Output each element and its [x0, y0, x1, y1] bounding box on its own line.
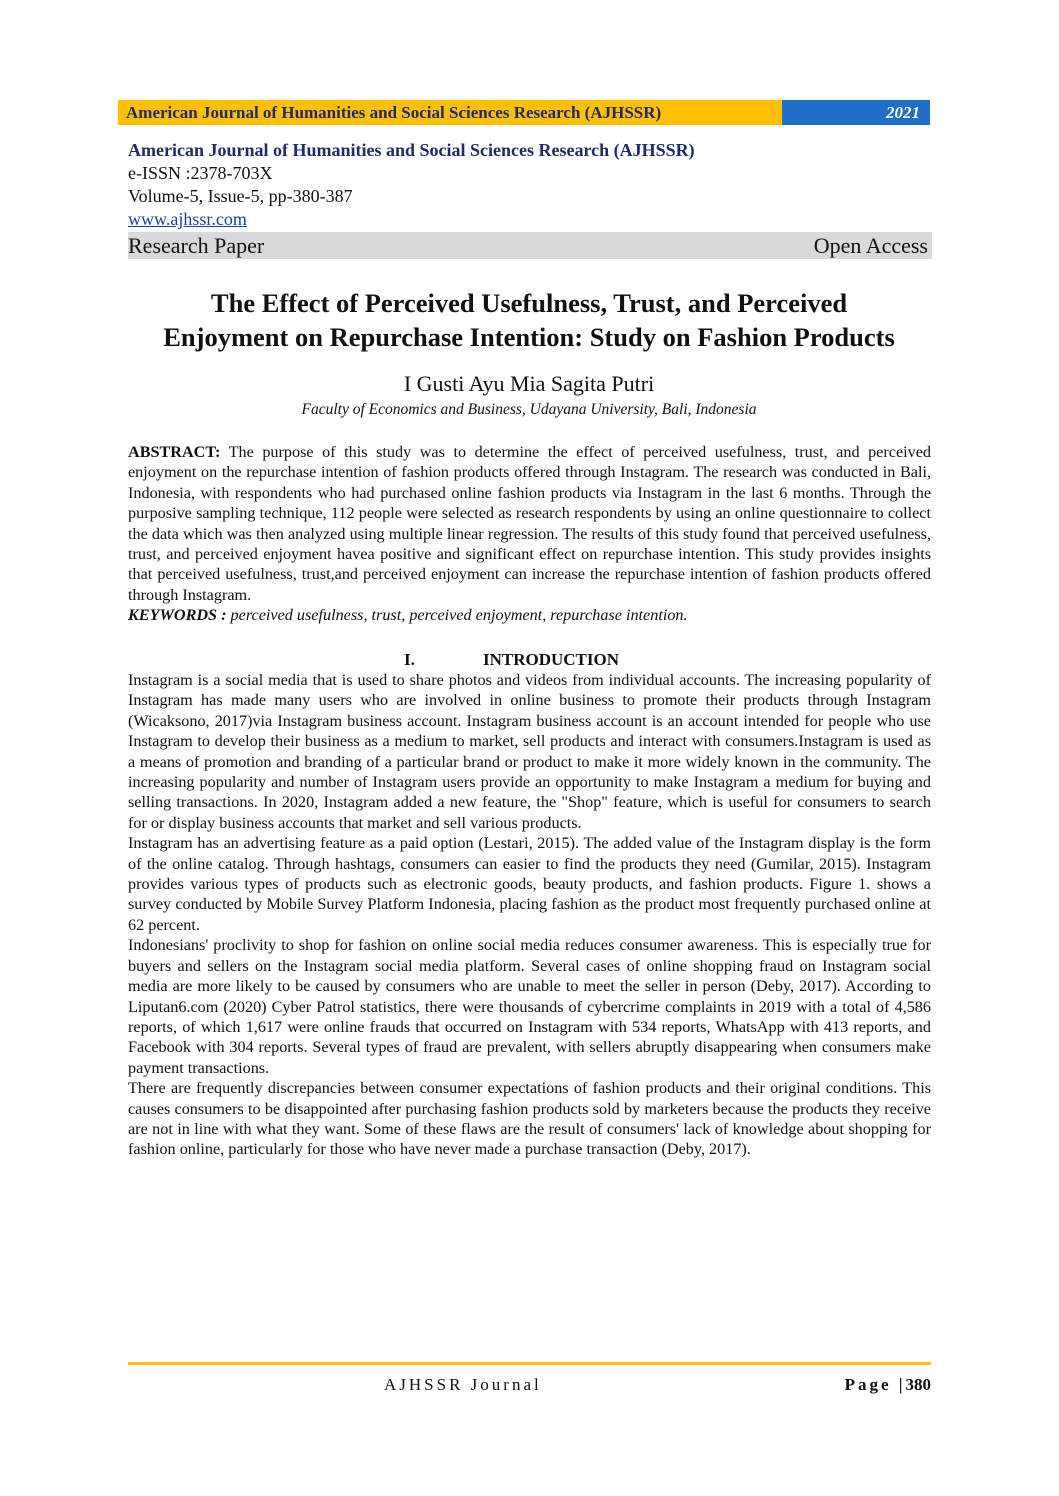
footer-rule: [128, 1362, 931, 1365]
body-text: [128, 670, 931, 1160]
paper-type: Research Paper: [128, 233, 265, 258]
running-header-journal: American Journal of Humanities and Social Sciences Research (AJHSSR): [118, 100, 782, 125]
section-title: INTRODUCTION: [483, 650, 620, 669]
footer-page: [845, 1374, 931, 1396]
author-affiliation: Faculty of Economics and Business, Udayana University, Bali, Indonesia: [301, 401, 757, 418]
abstract-text: The purpose of this study was to determine the effect of perceived usefulness, trust, and perceived enjoyment on the repurchase intention of fashion products offered through Instagram. The research was conducted in Bali, Indonesia, with respondents who had purchased online fashion products via Instagram in the last 6 months. Through the purposive sampling technique, 112 people were selected as research respondents by using an online questionnaire to collect the data which was then analyzed using multiple linear regression. The results of this study found that perceived usefulness, trust, and perceived enjoyment havea positive and significant effect on repurchase intention. This study provides insights that perceived usefulness, trust,and perceived enjoyment can increase the repurchase intention of fashion products offered through Instagram.: [128, 443, 931, 604]
access-type: Open Access: [813, 233, 928, 258]
paper-type-bar: [128, 232, 932, 259]
article-title: [118, 286, 940, 354]
section-number: I.: [404, 650, 415, 669]
author-name: I Gusti Ayu Mia Sagita Putri: [403, 371, 655, 396]
website-link[interactable]: www.ajhssr.com: [128, 209, 247, 229]
abstract-label: ABSTRACT:: [128, 443, 221, 461]
title-line-1: The Effect of Perceived Usefulness, Trust, and Perceived: [210, 288, 848, 318]
footer-page-label: Page |: [844, 1375, 906, 1394]
keywords: [128, 605, 931, 625]
running-header-year: 2021: [782, 100, 930, 125]
footer-journal: AJHSSR Journal: [384, 1375, 542, 1394]
issn: e-ISSN :2378-703X: [128, 163, 273, 183]
paragraph: There are frequently discrepancies between consumer expectations of fashion products and their original conditions. This causes consumers to be disappointed after purchasing fashion products sold by marketers because the products they receive are not in line with what they want. Some of these flaws are the result of consumers' lack of knowledge about shopping for fashion online, particularly for those who have never made a purchase transaction (Deby, 2017).: [128, 1079, 931, 1159]
paragraph: Instagram has an advertising feature as a paid option (Lestari, 2015). The added value of the Instagram display is the form of the online catalog. Through hashtags, consumers can easier to find the products they need (Gumilar, 2015). Instagram provides various types of products such as electronic goods, beauty products, and fashion products. Figure 1. shows a survey conducted by Mobile Survey Platform Indonesia, placing fashion as the product most frequently purchased online at 62 percent.: [128, 834, 931, 934]
paragraph: Indonesians' proclivity to shop for fashion on online social media reduces consumer awareness. This is especially true for buyers and sellers on the Instagram social media platform. Several cases of online shopping fraud on Instagram social media are more likely to be caused by consumers who are unable to meet the seller in person (Deby, 2017). According to Liputan6.com (2020) Cyber Patrol statistics, there were thousands of cybercrime complaints in 2019 with a total of 4,586 reports, of which 1,617 were online frauds that occurred on Instagram with 534 reports, WhatsApp with 413 reports, and Facebook with 304 reports. Several types of fraud are prevalent, with sellers abruptly disappearing when consumers make payment transactions.: [128, 936, 931, 1077]
running-header: [118, 100, 930, 125]
journal-meta: [128, 138, 932, 259]
keywords-text: perceived usefulness, trust, perceived enjoyment, repurchase intention.: [226, 606, 688, 625]
title-line-2: Enjoyment on Repurchase Intention: Study on Fashion Products: [163, 322, 895, 352]
footer-page-number: 380: [905, 1375, 931, 1394]
abstract: [128, 442, 931, 626]
journal-name: American Journal of Humanities and Social Sciences Research (AJHSSR): [128, 140, 695, 160]
keywords-label: KEYWORDS :: [128, 606, 227, 625]
paragraph: Instagram is a social media that is used to share photos and videos from individual accounts. The increasing popularity of Instagram has made many users who are involved in online business to promote their products through Instagram (Wicaksono, 2017)via Instagram business account. Instagram business account is an account intended for people who use Instagram to develop their business as a medium to market, sell products and interact with consumers.Instagram is used as a means of promotion and branding of a particular brand or product to make it more widely known in the community. The increasing popularity and number of Instagram users provide an opportunity to make Instagram a medium for buying and selling transactions. In 2020, Instagram added a new feature, the "Shop" feature, which is useful for consumers to search for or display business accounts that market and sell various products.: [128, 671, 931, 832]
volume-info: Volume-5, Issue-5, pp-380-387: [128, 186, 353, 206]
